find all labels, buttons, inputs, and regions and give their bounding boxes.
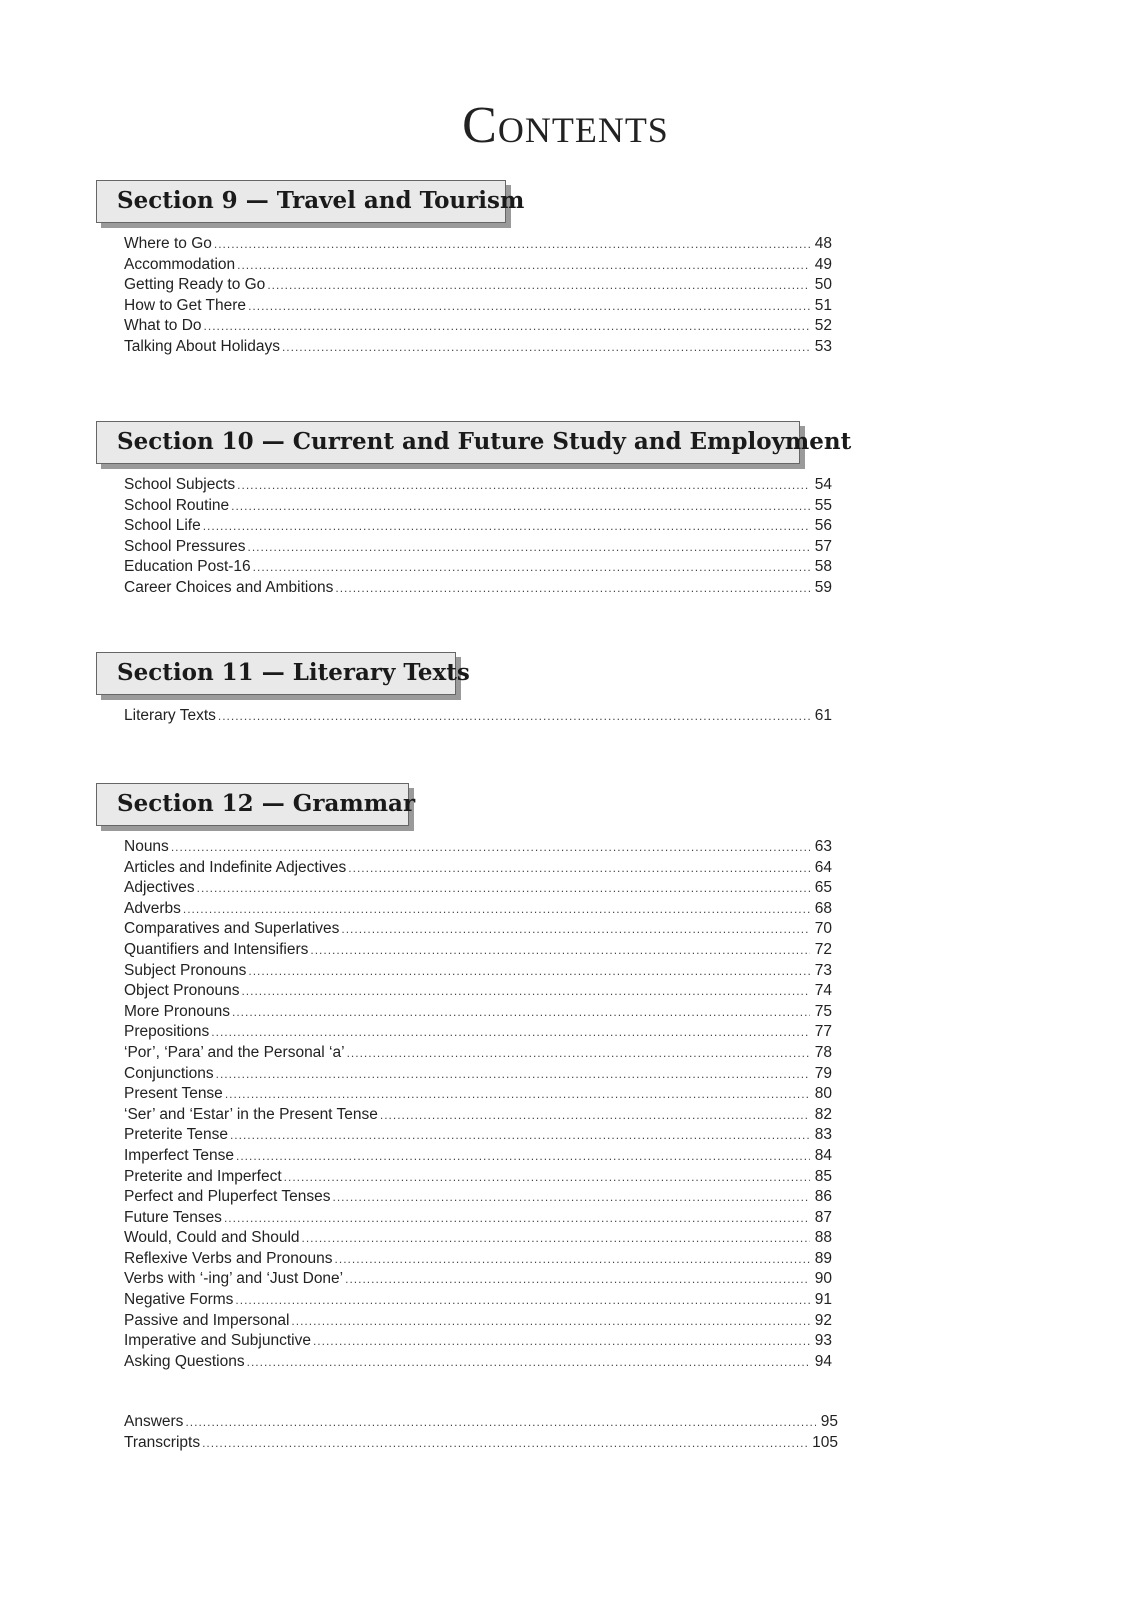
toc-page-number: 78 xyxy=(814,1043,832,1061)
toc-entry xyxy=(124,1002,832,1023)
toc-entry xyxy=(124,234,832,255)
toc-entry xyxy=(124,275,832,296)
toc-page-number: 93 xyxy=(814,1332,832,1350)
toc-page-number: 84 xyxy=(814,1146,832,1164)
toc-entry-title: Quantifiers and Intensifiers xyxy=(124,940,309,958)
toc-entry-title: Nouns xyxy=(124,838,169,855)
toc-entry xyxy=(124,537,832,558)
dot-leader xyxy=(284,1167,810,1188)
toc-page-number: 68 xyxy=(814,899,832,917)
toc-page-number: 94 xyxy=(814,1352,832,1370)
toc-entry xyxy=(124,1228,832,1249)
toc-entry xyxy=(124,1167,832,1188)
toc-page-number: 89 xyxy=(814,1249,832,1267)
toc-entry-title: School Subjects xyxy=(124,476,236,493)
toc-page-number: 61 xyxy=(814,707,832,724)
toc-entry-title: Present Tense xyxy=(124,1085,223,1103)
dot-leader xyxy=(253,557,810,578)
toc-entry xyxy=(124,1125,832,1146)
toc-entry-title: Passive and Impersonal xyxy=(124,1311,290,1329)
dot-leader xyxy=(183,899,810,920)
toc-entry xyxy=(124,578,832,599)
toc-page-number: 72 xyxy=(814,940,832,958)
dot-leader xyxy=(203,516,810,537)
dot-leader xyxy=(247,537,810,558)
dot-leader xyxy=(291,1311,810,1332)
dot-leader xyxy=(230,1125,810,1146)
toc-page-number: 70 xyxy=(814,920,832,938)
toc-page-number: 49 xyxy=(814,255,832,273)
toc-entry-title: ‘Ser’ and ‘Estar’ in the Present Tense xyxy=(124,1105,378,1123)
toc-entry-title: Imperative and Subjunctive xyxy=(124,1332,311,1350)
dot-leader xyxy=(347,1043,810,1064)
section-10-entries xyxy=(124,475,832,599)
toc-entry-title: How to Get There xyxy=(124,296,247,314)
toc-entry xyxy=(124,337,832,358)
toc-page-number: 57 xyxy=(814,537,832,555)
section-9-heading: Section 9 — Travel and Tourism xyxy=(96,180,506,223)
toc-entry xyxy=(124,1187,832,1208)
toc-page-number: 75 xyxy=(814,1002,832,1020)
toc-page-number: 59 xyxy=(814,578,832,596)
dot-leader xyxy=(237,255,810,276)
toc-page-number: 63 xyxy=(814,838,832,855)
toc-page-number: 82 xyxy=(814,1105,832,1123)
toc-page-number: 74 xyxy=(814,982,832,1000)
dot-leader xyxy=(282,337,810,358)
toc-entry-title: Would, Could and Should xyxy=(124,1229,300,1247)
dot-leader xyxy=(231,496,810,517)
dot-leader xyxy=(171,837,810,858)
toc-page-number: 51 xyxy=(814,296,832,314)
toc-entry xyxy=(124,981,832,1002)
toc-entry-title: Asking Questions xyxy=(124,1352,245,1370)
toc-entry xyxy=(124,940,832,961)
toc-entry xyxy=(124,1412,838,1433)
section-10-heading: Section 10 — Current and Future Study and Employment xyxy=(96,421,800,464)
toc-page-number: 53 xyxy=(814,337,832,355)
dot-leader xyxy=(302,1228,810,1249)
section-12-heading: Section 12 — Grammar xyxy=(96,783,409,826)
toc-entry-title: Where to Go xyxy=(124,235,212,252)
toc-entry-title: Talking About Holidays xyxy=(124,337,280,355)
toc-entry-title: Adjectives xyxy=(124,879,195,897)
toc-page-number: 65 xyxy=(814,879,832,897)
toc-entry xyxy=(124,296,832,317)
toc-entry-title: Future Tenses xyxy=(124,1208,222,1226)
dot-leader xyxy=(232,1002,810,1023)
toc-page-number: 92 xyxy=(814,1311,832,1329)
page-title: Contents xyxy=(462,97,669,154)
appendix-entries xyxy=(124,1412,838,1453)
toc-entry-title: Getting Ready to Go xyxy=(124,276,266,294)
dot-leader xyxy=(380,1105,810,1126)
dot-leader xyxy=(225,1084,810,1105)
dot-leader xyxy=(247,1352,810,1373)
dot-leader xyxy=(241,981,810,1002)
toc-entry-title: Perfect and Pluperfect Tenses xyxy=(124,1188,331,1206)
toc-entry xyxy=(124,1022,832,1043)
toc-entry xyxy=(124,1311,832,1332)
toc-entry xyxy=(124,1249,832,1270)
dot-leader xyxy=(333,1187,810,1208)
toc-entry xyxy=(124,1290,832,1311)
toc-entry-title: Imperfect Tense xyxy=(124,1146,234,1164)
dot-leader xyxy=(267,275,810,296)
section-11-heading: Section 11 — Literary Texts xyxy=(96,652,456,695)
dot-leader xyxy=(310,940,810,961)
toc-entry-title: Transcripts xyxy=(124,1433,201,1451)
toc-entry-title: Education Post-16 xyxy=(124,558,251,576)
toc-page-number: 79 xyxy=(814,1064,832,1082)
toc-page-number: 87 xyxy=(814,1208,832,1226)
toc-page-number: 91 xyxy=(814,1291,832,1309)
dot-leader xyxy=(197,878,810,899)
toc-entry-title: Articles and Indefinite Adjectives xyxy=(124,858,347,876)
toc-entry xyxy=(124,837,832,858)
toc-page-number: 77 xyxy=(814,1023,832,1041)
dot-leader xyxy=(235,1290,810,1311)
toc-page-number: 58 xyxy=(814,558,832,576)
dot-leader xyxy=(248,961,810,982)
toc-entry xyxy=(124,557,832,578)
toc-entry-title: Comparatives and Superlatives xyxy=(124,920,340,938)
toc-entry xyxy=(124,1352,832,1373)
toc-entry-title: Conjunctions xyxy=(124,1064,214,1082)
toc-entry-title: Answers xyxy=(124,1413,184,1430)
toc-entry-title: Preterite Tense xyxy=(124,1126,228,1144)
toc-entry-title: Adverbs xyxy=(124,899,181,917)
toc-entry xyxy=(124,1269,832,1290)
toc-entry xyxy=(124,858,832,879)
toc-entry-title: School Life xyxy=(124,517,201,535)
toc-page-number: 105 xyxy=(812,1433,838,1451)
toc-page-number: 55 xyxy=(814,496,832,514)
toc-page-number: 80 xyxy=(814,1085,832,1103)
toc-entry-title: School Routine xyxy=(124,496,230,514)
toc-page-number: 73 xyxy=(814,961,832,979)
toc-entry-title: Negative Forms xyxy=(124,1291,234,1309)
toc-entry-title: What to Do xyxy=(124,317,202,335)
toc-entry-title: Career Choices and Ambitions xyxy=(124,578,334,596)
dot-leader xyxy=(313,1331,810,1352)
dot-leader xyxy=(345,1269,810,1290)
toc-entry-title: Subject Pronouns xyxy=(124,961,247,979)
toc-entry-title: Prepositions xyxy=(124,1023,210,1041)
toc-page-number: 56 xyxy=(814,517,832,535)
toc-entry-title: Object Pronouns xyxy=(124,982,240,1000)
toc-page-number: 83 xyxy=(814,1126,832,1144)
toc-page-number: 90 xyxy=(814,1270,832,1288)
toc-page-number: 50 xyxy=(814,276,832,294)
toc-entry xyxy=(124,1433,838,1454)
toc-entry xyxy=(124,1064,832,1085)
toc-entry-title: School Pressures xyxy=(124,537,246,555)
toc-page-number: 95 xyxy=(820,1413,838,1430)
dot-leader xyxy=(185,1412,816,1433)
toc-entry xyxy=(124,706,832,727)
toc-entry xyxy=(124,475,832,496)
toc-entry xyxy=(124,255,832,276)
toc-entry xyxy=(124,878,832,899)
toc-entry-title: Verbs with ‘-ing’ and ‘Just Done’ xyxy=(124,1270,344,1288)
dot-leader xyxy=(341,919,810,940)
toc-page-number: 54 xyxy=(814,476,832,493)
dot-leader xyxy=(204,316,810,337)
toc-entry xyxy=(124,496,832,517)
toc-entry xyxy=(124,1105,832,1126)
toc-entry-title: ‘Por’, ‘Para’ and the Personal ‘a’ xyxy=(124,1043,345,1061)
dot-leader xyxy=(248,296,810,317)
toc-entry xyxy=(124,1084,832,1105)
dot-leader xyxy=(237,475,810,496)
toc-page-number: 86 xyxy=(814,1188,832,1206)
toc-entry-title: More Pronouns xyxy=(124,1002,230,1020)
dot-leader xyxy=(218,706,810,727)
dot-leader xyxy=(335,578,810,599)
toc-page-number: 48 xyxy=(814,235,832,252)
toc-entry xyxy=(124,919,832,940)
dot-leader xyxy=(335,1249,810,1270)
toc-entry xyxy=(124,961,832,982)
toc-entry-title: Preterite and Imperfect xyxy=(124,1167,282,1185)
dot-leader xyxy=(202,1433,810,1454)
dot-leader xyxy=(216,1064,810,1085)
section-11-entries xyxy=(124,706,832,727)
dot-leader xyxy=(348,858,810,879)
dot-leader xyxy=(224,1208,810,1229)
toc-entry xyxy=(124,899,832,920)
dot-leader xyxy=(211,1022,810,1043)
toc-entry-title: Literary Texts xyxy=(124,707,216,724)
toc-entry xyxy=(124,1208,832,1229)
toc-page-number: 88 xyxy=(814,1229,832,1247)
toc-entry xyxy=(124,516,832,537)
toc-entry xyxy=(124,1146,832,1167)
toc-entry-title: Reflexive Verbs and Pronouns xyxy=(124,1249,333,1267)
section-9-entries xyxy=(124,234,832,358)
toc-page-number: 52 xyxy=(814,317,832,335)
dot-leader xyxy=(236,1146,810,1167)
dot-leader xyxy=(214,234,810,255)
toc-page-number: 64 xyxy=(814,858,832,876)
toc-entry-title: Accommodation xyxy=(124,255,236,273)
section-12-entries xyxy=(124,837,832,1372)
toc-entry xyxy=(124,316,832,337)
toc-entry xyxy=(124,1331,832,1352)
toc-entry xyxy=(124,1043,832,1064)
toc-page-number: 85 xyxy=(814,1167,832,1185)
